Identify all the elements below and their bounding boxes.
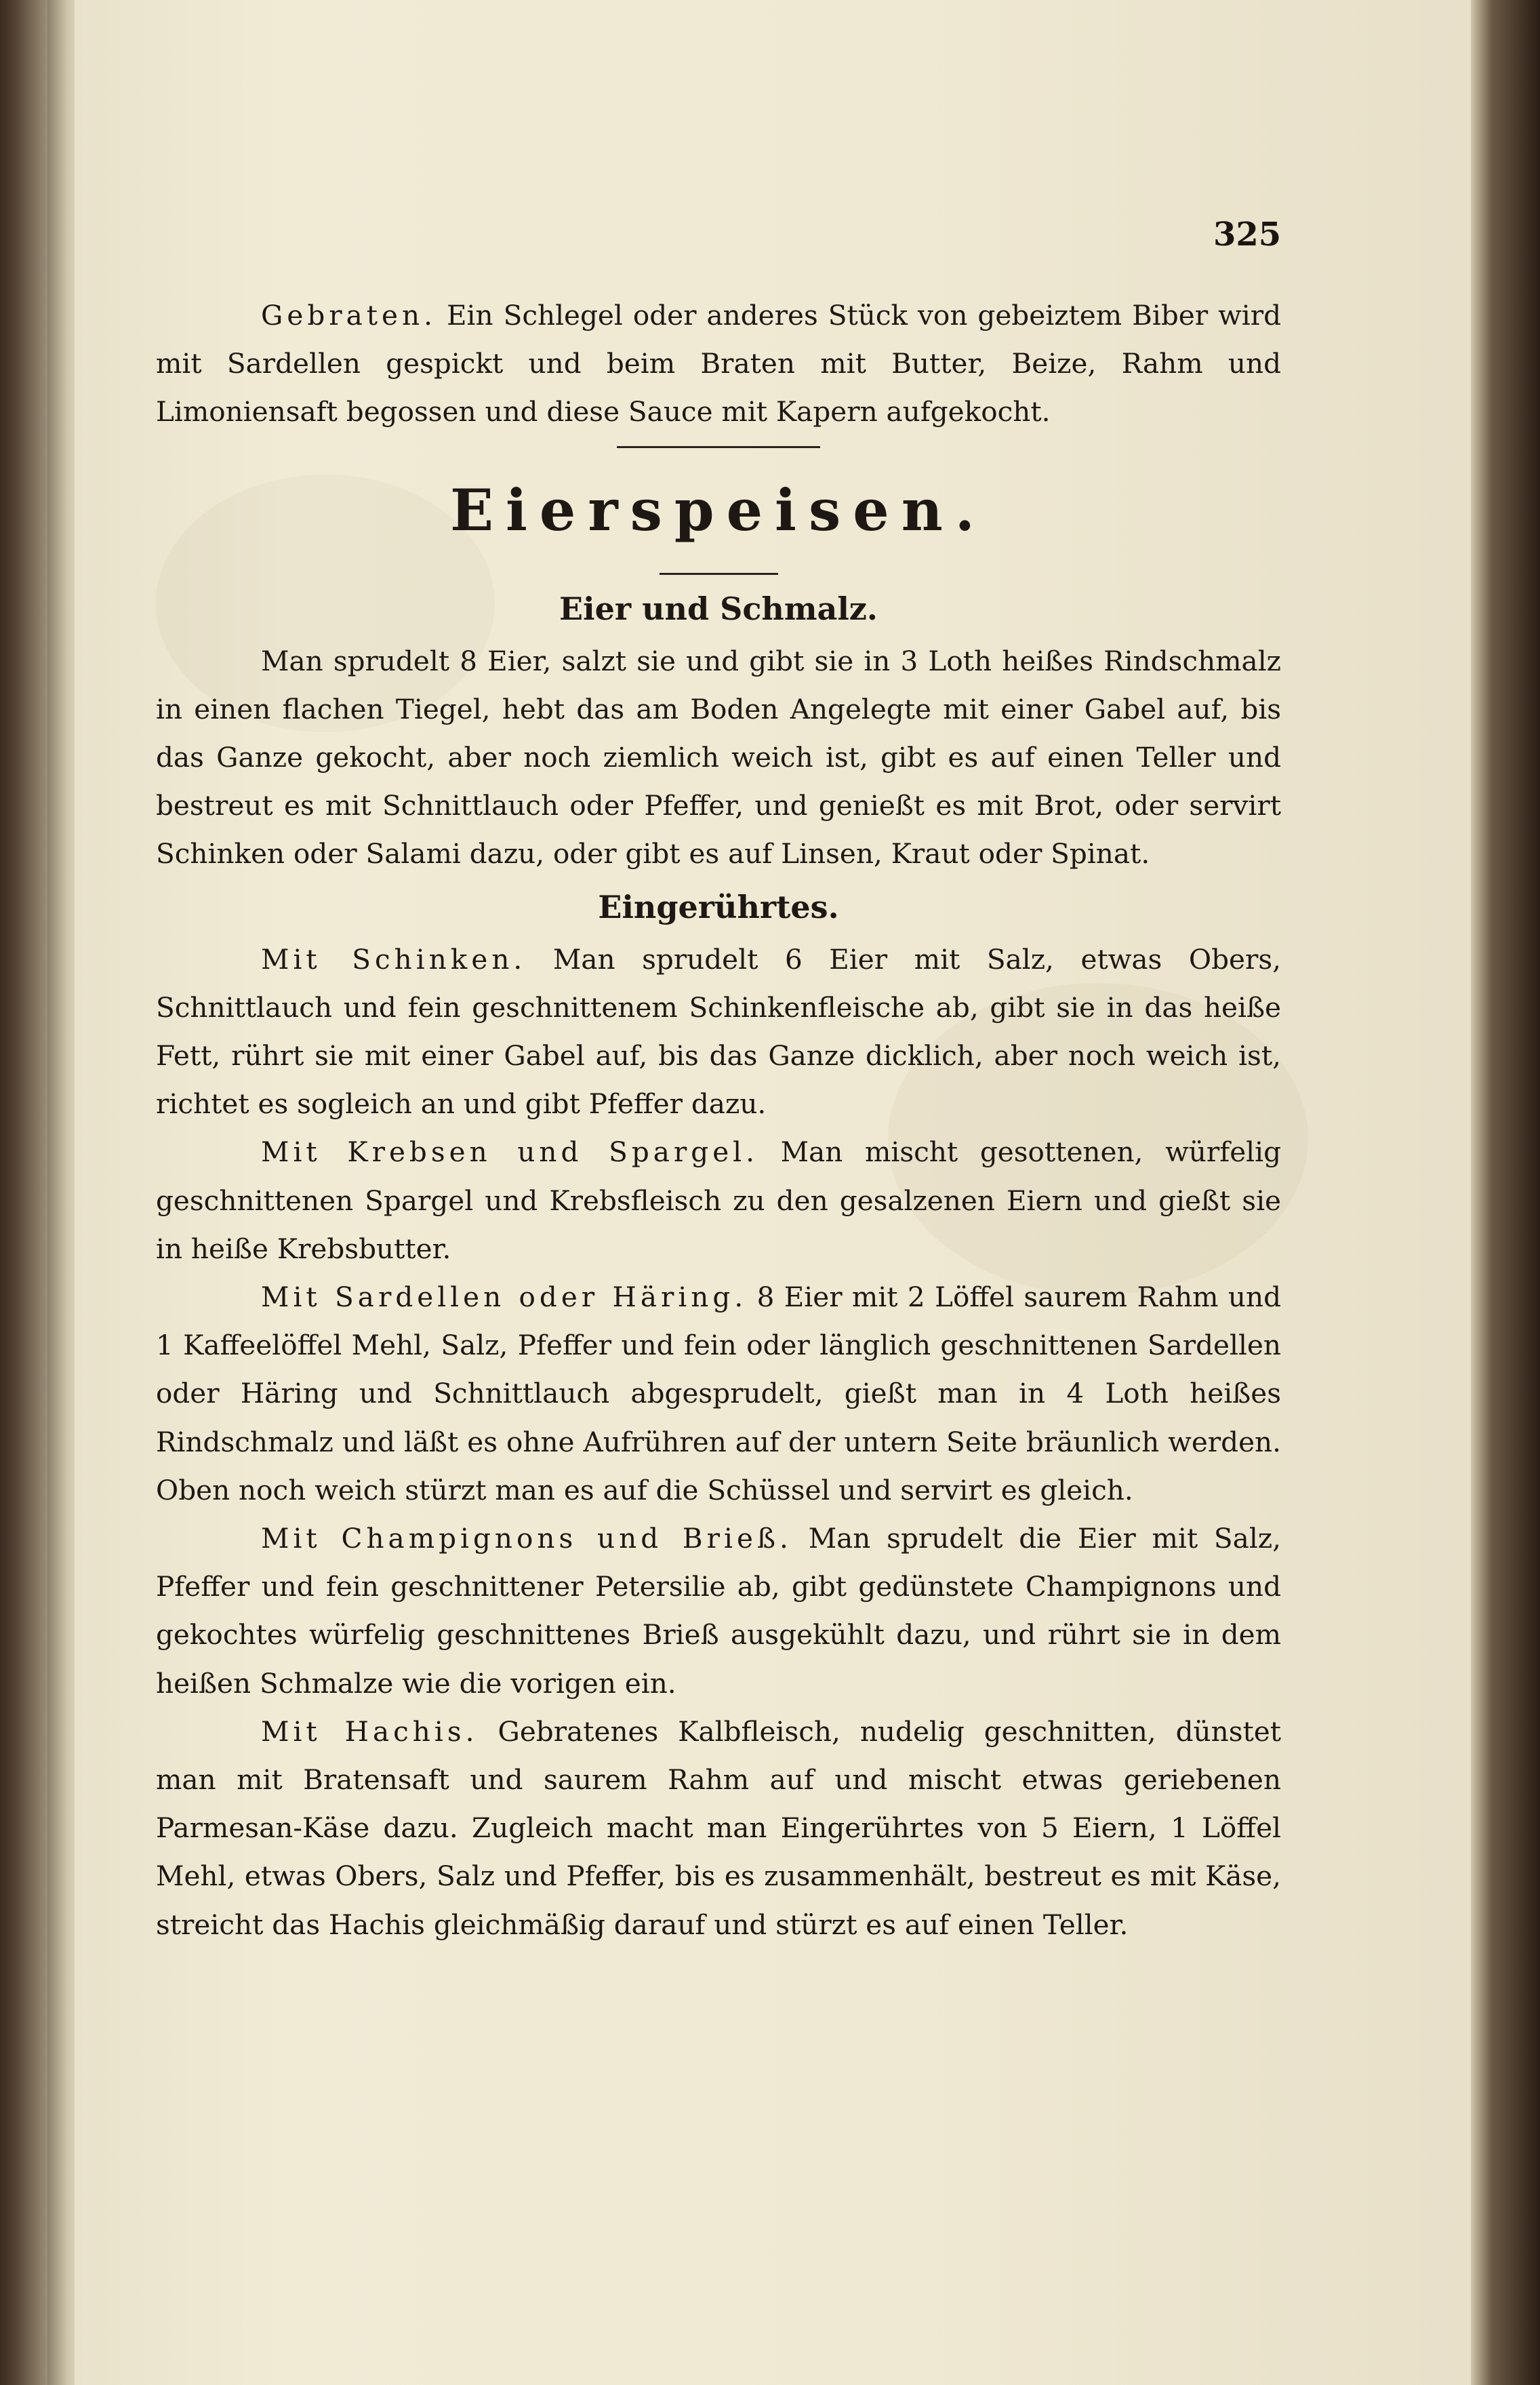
recipe-text: Man sprudelt 6 Eier mit Salz, etwas Obers, Schnittlauch und fein geschnittenem Schinkenfleische ab, gibt sie in das heiße Fett, rührt sie mit einer Gabel auf, bis das Ganze dicklich, aber noch weich ist, richtet es sogleich an und gibt Pfeffer dazu.: [156, 942, 1281, 1121]
recipe-text: 8 Eier mit 2 Löffel saurem Rahm und 1 Kaffeelöffel Mehl, Salz, Pfeffer und fein oder länglich geschnittenen Sardellen oder Häring und Schnittlauch abgesprudelt, gießt man in 4 Loth heißes Rindschmalz und läßt es ohne Aufrühren auf der untern Seite bräunlich werden. Oben noch weich stürzt man es auf die Schüssel und servirt es gleich.: [156, 1281, 1282, 1506]
recipe-text: Gebratenes Kalbfleisch, nudelig geschnitten, dünstet man mit Bratensaft und saurem Rahm auf und mischt etwas geriebenen Parmesan-Käse dazu. Zugleich macht man Eingerührtes von 5 Eiern, 1 Löffel Mehl, etwas Obers, Salz und Pfeffer, bis es zusammenhält, bestreut es mit Käse, streicht das Hachis gleichmäßig darauf und stürzt es auf einen Teller.: [156, 1715, 1281, 1941]
recipe-lead: Mit Sardellen oder Häring.: [261, 1281, 748, 1314]
recipe-paragraph: [156, 1515, 1281, 1708]
recipe-lead: Mit Schinken.: [261, 942, 527, 976]
intro-paragraph: [156, 292, 1281, 437]
eier-schmalz-paragraph: Man sprudelt 8 Eier, salzt sie und gibt sie in 3 Loth heißes Rindschmalz in einen flachen Tiegel, hebt das am Boden Angelegte mit einer Gabel auf, bis das Ganze gekocht, aber noch ziemlich weich ist, gibt es auf einen Teller und bestreut es mit Schnittlauch oder Pfeffer, und genießt es mit Brot, oder servirt Schinken oder Salami dazu, oder gibt es auf Linsen, Kraut oder Spinat.: [156, 644, 1281, 870]
page-body: [156, 292, 1281, 1949]
previous-page-edge: [0, 0, 47, 2385]
subheading-eingeruehrtes: Eingerührtes.: [598, 888, 839, 925]
recipe-lead: Mit Champignons und Brieß.: [261, 1522, 792, 1555]
recipe-text: Man mischt gesottenen, würfelig geschnittenen Spargel und Krebsfleisch zu den gesalzenen Eiern und gießt sie in heiße Krebsbutter.: [156, 1136, 1281, 1265]
intro-lead: Gebraten.: [261, 299, 437, 332]
recipe-paragraph: [156, 1273, 1281, 1515]
subheading-eier-schmalz: Eier und Schmalz.: [559, 590, 878, 627]
recipe-lead: Mit Krebsen und Spargel.: [261, 1136, 758, 1169]
recipe-paragraph: [156, 1128, 1281, 1273]
divider-rule: [660, 573, 778, 575]
book-right-edge: [1471, 0, 1540, 2385]
recipe-text: Man sprudelt die Eier mit Salz, Pfeffer und fein geschnittener Petersilie ab, gibt gedünstete Champignons und gekochtes würfelig geschnittenes Brieß ausgekühlt dazu, und rührt sie in dem heißen Schmalze wie die vorigen ein.: [156, 1522, 1281, 1700]
recipe-paragraph: [156, 936, 1281, 1129]
recipe-lead: Mit Hachis.: [261, 1715, 479, 1748]
recipe-paragraph: [156, 1708, 1281, 1949]
section-title: Eierspeisen.: [449, 476, 988, 544]
intro-text: Ein Schlegel oder anderes Stück von gebeiztem Biber wird mit Sardellen gespickt und beim Braten mit Butter, Beize, Rahm und Limoniensaft begossen und diese Sauce mit Kapern aufgekocht.: [156, 299, 1282, 428]
page-number: 325: [1213, 216, 1282, 254]
divider-rule: [617, 446, 820, 448]
